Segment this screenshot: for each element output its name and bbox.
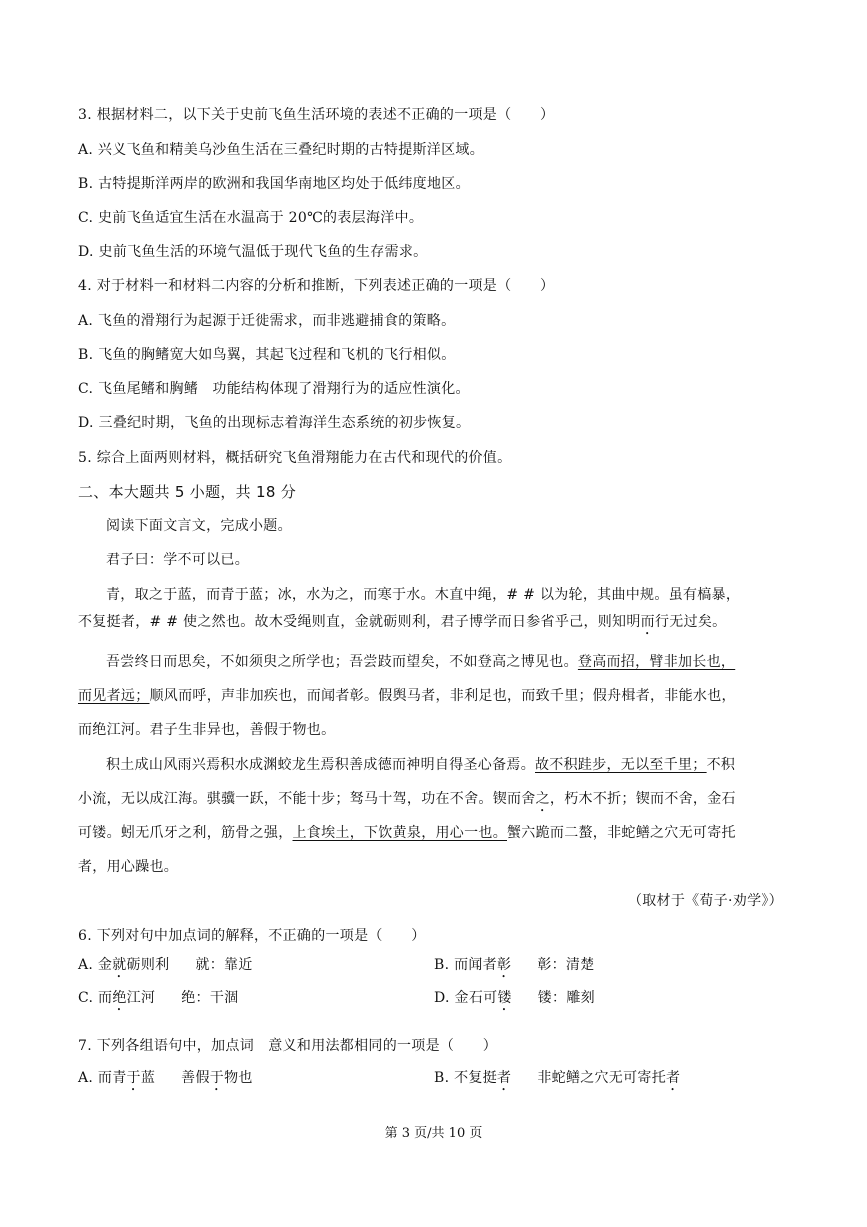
passage-para-3-line-3: 而绝江河。君子生非异也，善假于物也。 bbox=[78, 722, 336, 738]
q3-option-d: D. 史前飞鱼生活的环境气温低于现代飞鱼的生存需求。 bbox=[78, 244, 428, 260]
section-2-title: 二、本大题共 5 小题，共 18 分 bbox=[78, 483, 297, 501]
q6-stem: 6. 下列对句中加点词的解释，不正确的一项是（ ） bbox=[78, 928, 426, 944]
q4-option-c: C. 飞鱼尾鳍和胸鳍 功能结构体现了滑翔行为的适应性演化。 bbox=[78, 381, 470, 397]
dotted-word: 彰 bbox=[497, 957, 512, 973]
dotted-word: 者 bbox=[666, 1070, 681, 1086]
dotted-word: 镂 bbox=[497, 990, 512, 1006]
underlined-sentence: 故不积跬步，无以至千里； bbox=[535, 757, 707, 773]
q4-option-b: B. 飞鱼的胸鳍宽大如鸟翼，其起飞过程和飞机的飞行相似。 bbox=[78, 347, 456, 363]
passage-source: （取材于《荀子·劝学》） bbox=[627, 893, 783, 909]
underlined-sentence: 登高而招，臂非加长也， bbox=[577, 654, 736, 670]
dotted-word: 之 bbox=[535, 791, 550, 807]
q3-option-b: B. 古特提斯洋两岸的欧洲和我国华南地区均处于低纬度地区。 bbox=[78, 176, 470, 192]
q3-option-a: A. 兴义飞鱼和精美乌沙鱼生活在三叠纪时期的古特提斯洋区域。 bbox=[78, 142, 485, 158]
q7-option-b: B. 不复挺者 非蛇鳝之穴无可寄托者 bbox=[434, 1070, 681, 1086]
q4-option-a: A. 飞鱼的滑翔行为起源于迁徙需求，而非逃避捕食的策略。 bbox=[78, 313, 456, 329]
q3-option-c: C. 史前飞鱼适宜生活在水温高于 20℃的表层海洋中。 bbox=[78, 210, 424, 226]
dotted-word: 而 bbox=[640, 614, 655, 630]
passage-para-4-line-3: 可镂。蚓无爪牙之利，筋骨之强，上食埃土，下饮黄泉，用心一也。蟹六跪而二螯，非蛇鳝之穴无可寄托 bbox=[78, 825, 736, 841]
q7-option-a: A. 而青于蓝 善假于物也 bbox=[78, 1070, 253, 1086]
q6-option-d: D. 金石可镂 镂：雕刻 bbox=[434, 990, 595, 1006]
dotted-word: 于 bbox=[209, 1070, 225, 1086]
passage-para-4-line-2: 小流，无以成江海。骐骥一跃，不能十步；驽马十驾，功在不舍。锲而舍之，朽木不折；锲而不舍，金石 bbox=[78, 791, 736, 807]
q6-option-b: B. 而闻者彰 彰：清楚 bbox=[434, 957, 595, 973]
dotted-word: 于 bbox=[126, 1070, 141, 1086]
q4-option-d: D. 三叠纪时期，飞鱼的出现标志着海洋生态系统的初步恢复。 bbox=[78, 415, 471, 431]
q7-stem: 7. 下列各组语句中，加点词 意义和用法都相同的一项是（ ） bbox=[78, 1038, 498, 1054]
dotted-word: 绝 bbox=[112, 990, 127, 1006]
q6-option-c: C. 而绝江河 绝：干涸 bbox=[78, 990, 239, 1006]
underlined-sentence: 而见者远； bbox=[78, 688, 150, 704]
passage-para-2-line-2: 不复挺者，# # 使之然也。故木受绳则直，金就砺则利，君子博学而日参省乎己，则知明而行无过矣。 bbox=[78, 614, 727, 630]
passage-para-3-line-2: 而见者远；顺风而呼，声非加疾也，而闻者彰。假舆马者，非利足也，而致千里；假舟楫者，非能水也， bbox=[78, 688, 736, 704]
passage-para-4-line-4: 者，用心躁也。 bbox=[78, 859, 179, 875]
dotted-word: 者 bbox=[497, 1070, 512, 1086]
passage-intro: 阅读下面文言文，完成小题。 bbox=[106, 518, 292, 534]
q6-option-a: A. 金就砺则利 就：靠近 bbox=[78, 957, 253, 973]
passage-para-1: 君子曰：学不可以已。 bbox=[106, 552, 249, 568]
page-number: 第 3 页/共 10 页 bbox=[384, 1126, 483, 1141]
passage-para-3-line-1: 吾尝终日而思矣，不如须臾之所学也；吾尝跂而望矣，不如登高之博见也。登高而招，臂非加长也， bbox=[106, 654, 736, 670]
passage-para-2-line-1: 青，取之于蓝，而青于蓝；冰，水为之，而寒于水。木直中绳，# # 以为轮，其曲中规。虽有槁暴， bbox=[106, 587, 741, 603]
q5-stem: 5. 综合上面两则材料，概括研究飞鱼滑翔能力在古代和现代的价值。 bbox=[78, 450, 512, 466]
q4-stem: 4. 对于材料一和材料二内容的分析和推断，下列表述正确的一项是（ ） bbox=[78, 278, 555, 294]
dotted-word: 就 bbox=[112, 957, 127, 973]
q3-stem: 3. 根据材料二，以下关于史前飞鱼生活环境的表述不正确的一项是（ ） bbox=[78, 107, 555, 123]
underlined-sentence: 上食埃土，下饮黄泉，用心一也。 bbox=[292, 825, 507, 841]
passage-para-4-line-1: 积土成山风雨兴焉积水成渊蛟龙生焉积善成德而神明自得圣心备焉。故不积跬步，无以至千里；不积 bbox=[106, 757, 736, 773]
